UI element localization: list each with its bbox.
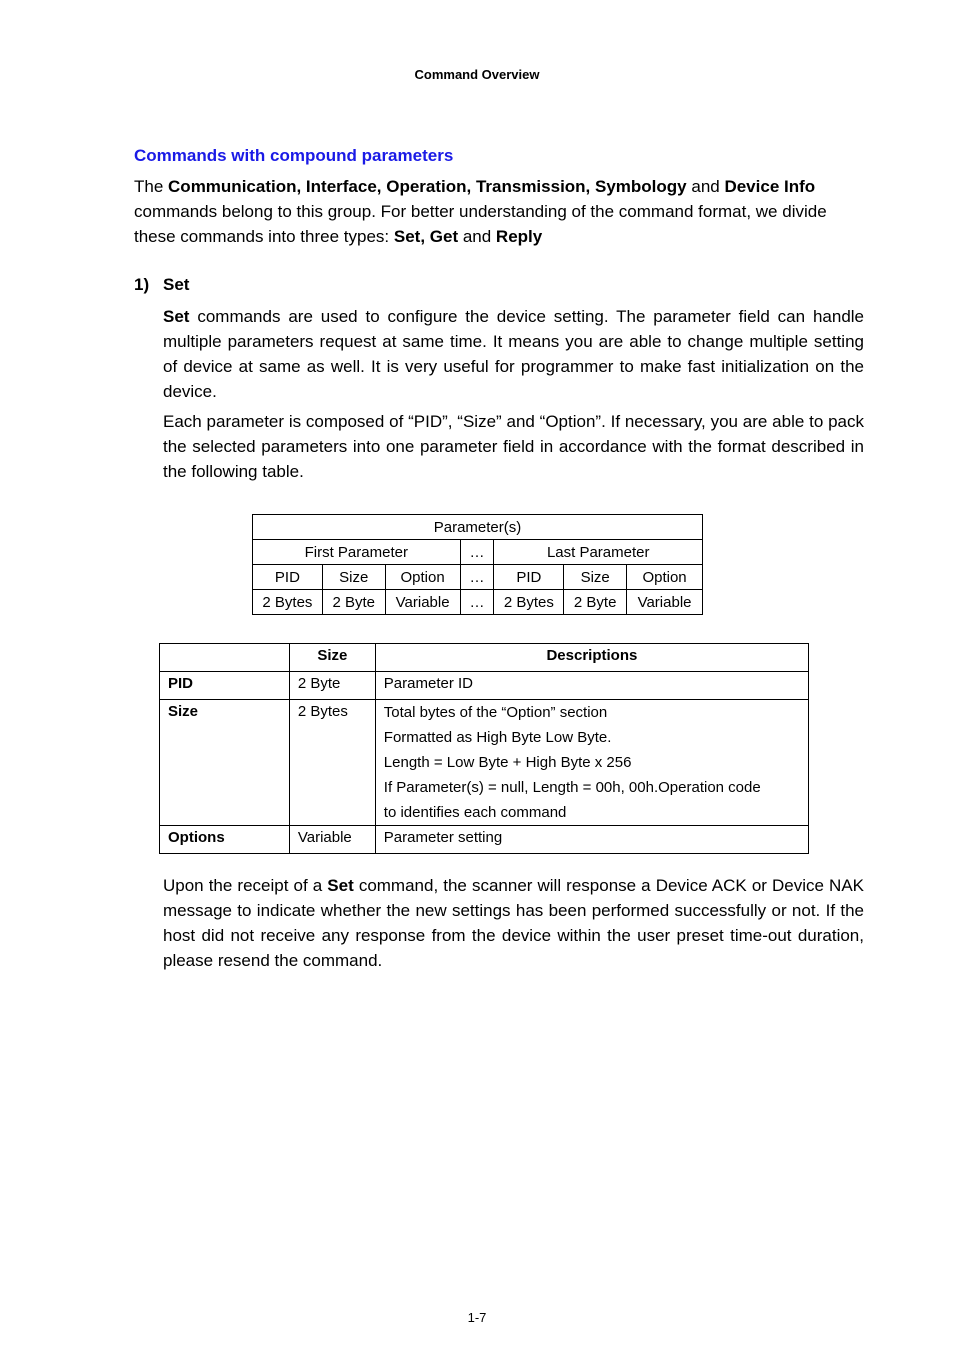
field-description-table bbox=[159, 643, 809, 854]
table-cell: … bbox=[460, 590, 494, 615]
intro-bold-device-info: Device Info bbox=[724, 177, 816, 196]
table-cell: 2 Byte bbox=[564, 590, 627, 615]
row-description: Parameter ID bbox=[375, 672, 808, 700]
section-title: Commands with compound parameters bbox=[134, 146, 454, 165]
set-heading bbox=[134, 275, 189, 295]
description-line: Formatted as High Byte Low Byte. bbox=[383, 729, 612, 746]
intro-text: commands belong to this group. For better understanding of the command format, we divide these commands into three types: bbox=[134, 202, 827, 246]
table-cell: PID bbox=[494, 565, 564, 590]
intro-bold-commands: Communication, Interface, Operation, Transmission, Symbology bbox=[168, 177, 687, 196]
page-header: Command Overview bbox=[414, 67, 540, 82]
row-label: Options bbox=[160, 826, 290, 854]
set-paragraph-1-text: commands are used to configure the device setting. The parameter field can handle multiple parameters request at same time. It means you are able to change multiple setting of device at same as well. It is very useful for programmer to make fast initialization on the device. bbox=[163, 307, 864, 401]
row-size: Variable bbox=[289, 826, 375, 854]
table-cell: Option bbox=[385, 565, 460, 590]
table-cell: 2 Bytes bbox=[253, 590, 323, 615]
set-paragraph-3-text: Upon the receipt of a bbox=[163, 876, 328, 895]
table-cell: Variable bbox=[627, 590, 703, 615]
row-size: 2 Byte bbox=[289, 672, 375, 700]
row-description: Parameter setting bbox=[375, 826, 808, 854]
table-header-row bbox=[160, 644, 809, 672]
table-row bbox=[160, 672, 809, 700]
page-number: 1-7 bbox=[467, 1310, 487, 1325]
table-row bbox=[253, 565, 703, 590]
row-description bbox=[375, 700, 808, 826]
set-paragraph-3 bbox=[163, 873, 864, 973]
set-heading-title: Set bbox=[163, 275, 190, 294]
table-cell: PID bbox=[253, 565, 323, 590]
ellipsis-cell: … bbox=[460, 540, 494, 565]
table-cell: Variable bbox=[385, 590, 460, 615]
set-paragraph-2: Each parameter is composed of “PID”, “Size” and “Option”. If necessary, you are able to pack the selected parameters into one parameter field in accordance with the format described in the following table. bbox=[163, 412, 864, 481]
table-row bbox=[160, 700, 809, 826]
intro-text: and bbox=[458, 227, 496, 246]
table-cell: Size bbox=[564, 565, 627, 590]
table-cell: 2 Bytes bbox=[494, 590, 564, 615]
table-cell: Size bbox=[322, 565, 385, 590]
table-title-cell: Parameter(s) bbox=[253, 515, 703, 540]
table-cell: … bbox=[460, 565, 494, 590]
table-cell: 2 Byte bbox=[322, 590, 385, 615]
description-line: Length = Low Byte + High Byte x 256 bbox=[383, 754, 632, 771]
header-cell: Size bbox=[289, 644, 375, 672]
set-paragraph-1 bbox=[163, 304, 864, 404]
row-size: 2 Bytes bbox=[289, 700, 375, 826]
first-parameter-cell: First Parameter bbox=[253, 540, 461, 565]
set-heading-number: 1) bbox=[134, 275, 150, 294]
intro-bold-set-get: Set, Get bbox=[393, 227, 459, 246]
last-parameter-cell: Last Parameter bbox=[494, 540, 703, 565]
description-line: If Parameter(s) = null, Length = 00h, 00h.Operation code bbox=[383, 779, 761, 796]
set-bold: Set bbox=[327, 876, 354, 895]
header-cell bbox=[160, 644, 290, 672]
set-paragraph-3-text: command, the scanner will response a Device ACK or Device NAK message to indicate whether the new settings has been performed successfully or not. If the host did not receive any response from the device within the user preset time-out duration, please resend the command. bbox=[163, 876, 864, 970]
table-row bbox=[253, 590, 703, 615]
intro-paragraph bbox=[134, 174, 864, 249]
intro-bold-reply: Reply bbox=[495, 227, 543, 246]
table-cell: Option bbox=[627, 565, 703, 590]
row-label: PID bbox=[160, 672, 290, 700]
table-row bbox=[253, 515, 703, 540]
table-row bbox=[160, 826, 809, 854]
intro-text: The bbox=[134, 177, 169, 196]
description-line: to identifies each command bbox=[383, 804, 567, 821]
table-row bbox=[253, 540, 703, 565]
parameter-format-table bbox=[252, 514, 703, 615]
set-bold: Set bbox=[163, 307, 190, 326]
description-line: Total bytes of the “Option” section bbox=[383, 704, 608, 721]
intro-text: and bbox=[686, 177, 725, 196]
row-label: Size bbox=[160, 700, 290, 826]
header-cell: Descriptions bbox=[375, 644, 808, 672]
